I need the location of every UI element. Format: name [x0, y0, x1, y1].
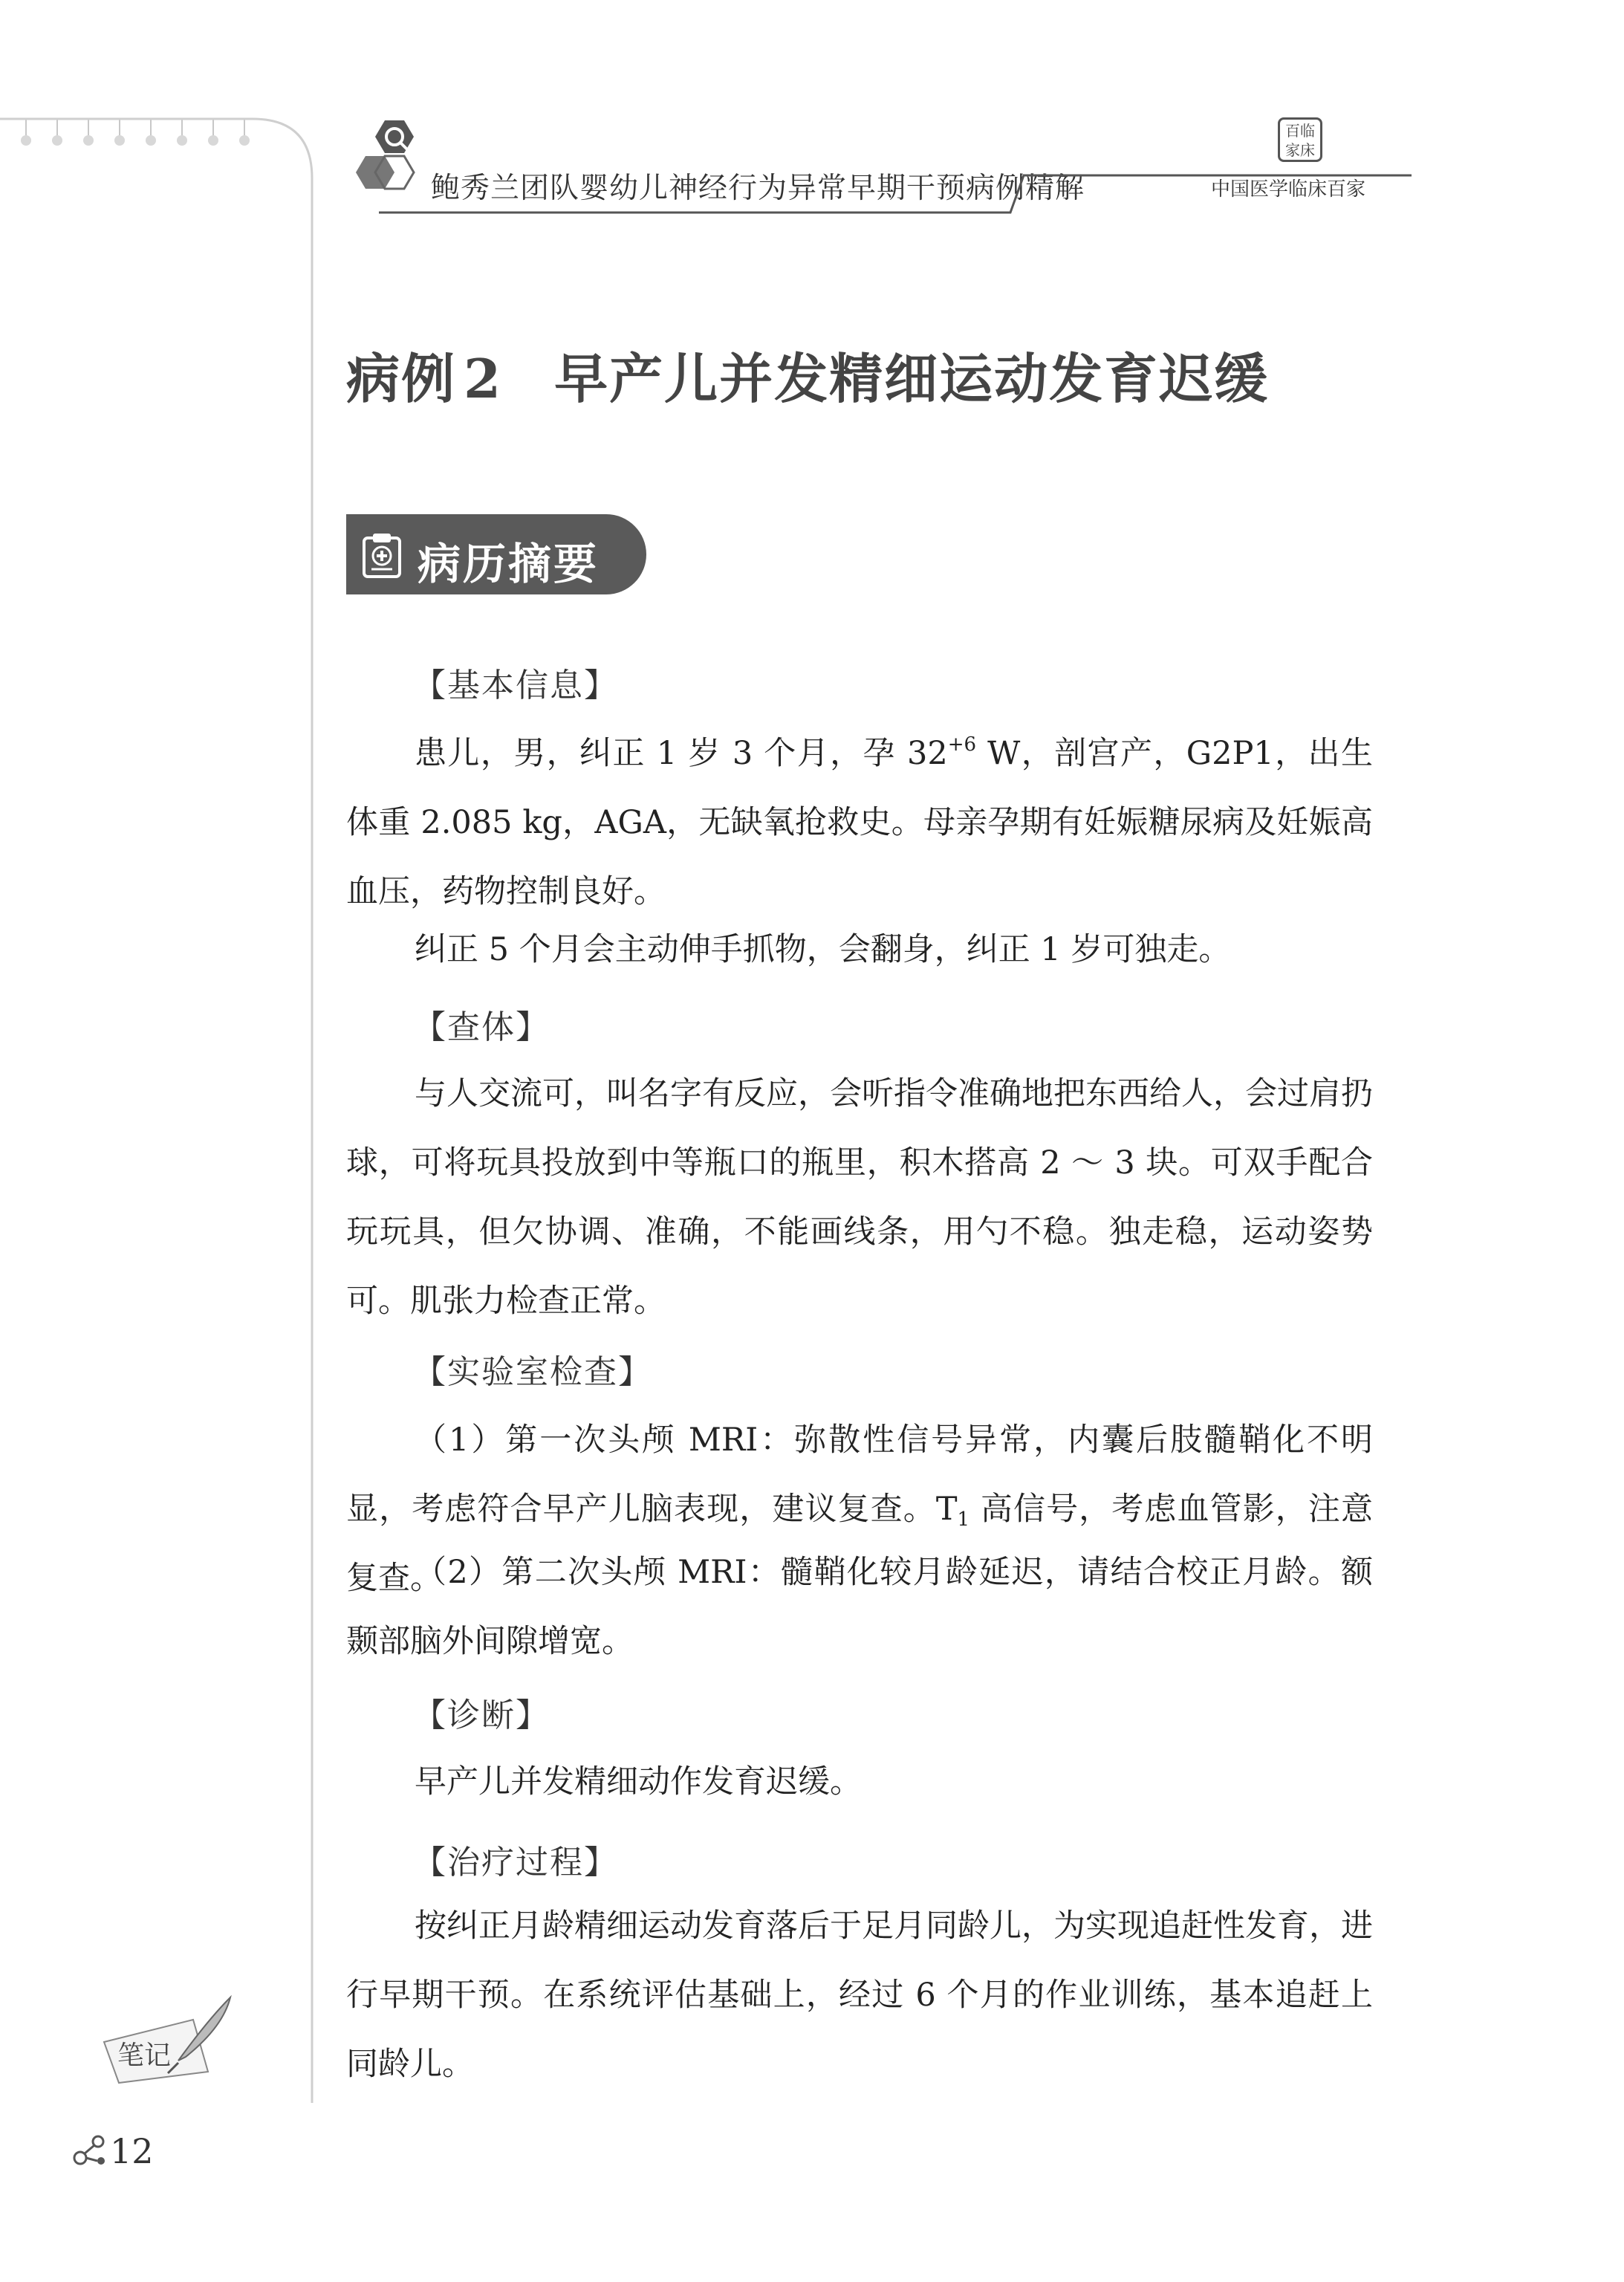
case-title-text: 早产儿并发精细运动发育迟缓: [554, 347, 1270, 410]
paragraph-basic-info-2: 纠正 5 个月会主动伸手抓物，会翻身，纠正 1 岁可独走。: [415, 931, 1231, 968]
header-rule: [0, 0, 1624, 223]
clipboard-medical-icon: [360, 532, 404, 578]
paragraph-exam: 与人交流可，叫名字有反应，会听指令准确地把东西给人，会过肩扔球，可将玩具投放到中等瓶口的瓶里，积木搭高 2 ～ 3 块。可双手配合玩玩具，但欠协调、准确，不能画线条，用勺不稳。独走稳，运动姿势可。肌张力检查正常。: [346, 1075, 1373, 1320]
heading-treatment: 【治疗过程】: [413, 1844, 618, 1881]
heading-exam: 【查体】: [413, 1008, 550, 1046]
notes-margin-line: [0, 0, 327, 2125]
heading-lab: 【实验室检查】: [413, 1353, 652, 1391]
paragraph-lab-1: （1）第一次头颅 MRI：弥散性信号异常，内囊后肢髓鞘化不明显，考虑符合早产儿脑表现，建议复查。$T_1$ 高信号，考虑血管影，注意复查。: [346, 1422, 1373, 1597]
section-banner-label: 病历摘要: [418, 539, 600, 589]
header-book-title: 鲍秀兰团队婴幼儿神经行为异常早期干预病例精解: [431, 172, 1085, 205]
paragraph-lab-2: （2）第二次头颅 MRI：髓鞘化较月龄延迟，请结合校正月龄。额颞部脑外间隙增宽。: [346, 1554, 1373, 1660]
header-series-name: 中国医学临床百家: [1211, 178, 1366, 201]
paragraph-basic-info-1: 患儿，男，纠正 1 岁 3 个月，孕 $32^{+6}$ W，剖宫产，G2P1，出生体重 2.085 kg，AGA，无缺氧抢救史。母亲孕期有妊娠糖尿病及妊娠高血压，药物控制良好。: [346, 733, 1373, 910]
header-seal-logo: 百临家床: [1278, 117, 1322, 162]
case-title: [346, 336, 1269, 413]
page-ornament-icon: [71, 2131, 110, 2170]
section-banner: [346, 514, 646, 594]
case-number: 2: [464, 347, 503, 410]
paragraph-treatment: 按纠正月龄精细运动发育落后于足月同龄儿，为实现追赶性发育，进行早期干预。在系统评估基础上，经过 6 个月的作业训练，基本追赶上同龄儿。: [346, 1907, 1373, 2083]
page-number: 12: [110, 2131, 154, 2171]
paragraph-diagnosis: 早产儿并发精细动作发育迟缓。: [415, 1763, 862, 1800]
heading-basic-info: 【基本信息】: [413, 667, 618, 704]
notes-label: 笔记: [117, 2040, 172, 2071]
notes-quill-icon: [97, 1990, 245, 2087]
heading-diagnosis: 【诊断】: [413, 1696, 550, 1734]
case-label: 病例: [346, 347, 457, 410]
